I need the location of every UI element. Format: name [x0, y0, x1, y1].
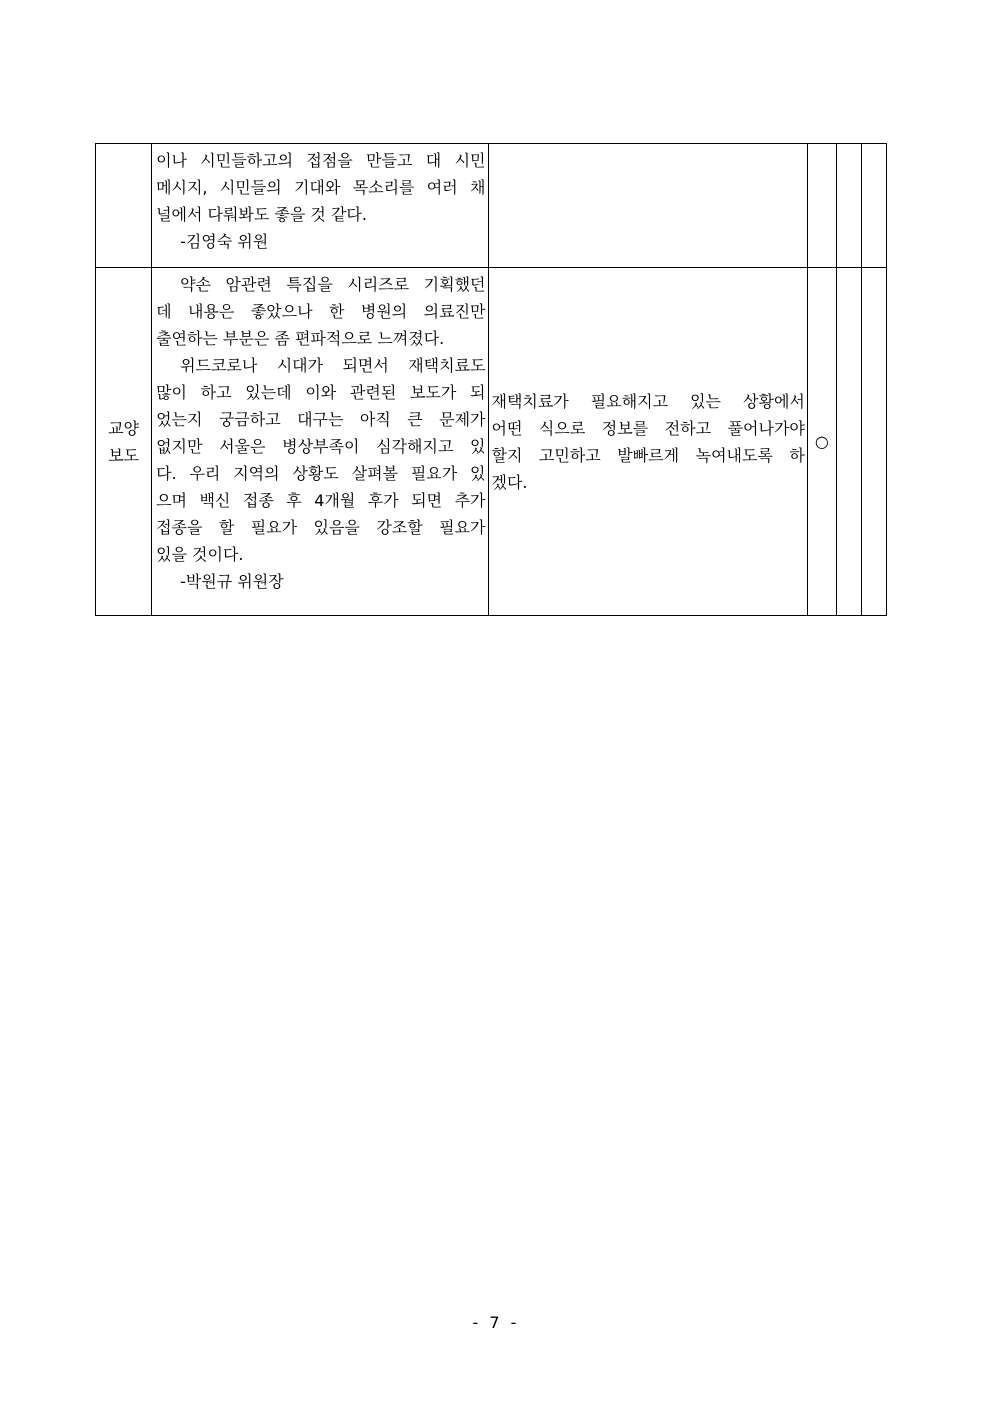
mark-cell-3 — [861, 268, 886, 616]
response-line: 어떤 식으로 정보를 전하고 풀어나가야 — [491, 418, 805, 438]
opinion-line: 었는지 궁금하고 대구는 아직 큰 문제가 — [156, 410, 486, 429]
response-line: 할지 고민하고 발빠르게 녹여내도록 하 — [491, 445, 805, 465]
response-cell — [489, 268, 807, 616]
opinion-line: 으며 백신 접종 후 4개월 후가 되면 추가 — [156, 491, 486, 510]
opinion-line: 데 내용은 좋았으나 한 병원의 의료진만 — [156, 302, 486, 321]
category-label: 보도 — [108, 445, 139, 465]
opinion-line: 위드코로나 시대가 되면서 재택치료도 — [180, 356, 486, 375]
opinion-cell — [152, 268, 489, 616]
opinion-cell — [152, 144, 489, 268]
category-cell — [96, 144, 152, 268]
mark-cell-2 — [836, 144, 861, 268]
opinion-line: 약손 암관련 특집을 시리즈로 기획했던 — [180, 275, 486, 294]
opinion-line: 없지만 서울은 병상부족이 심각해지고 있 — [156, 437, 486, 456]
opinion-signature: -박원규 위원장 — [180, 572, 284, 591]
page-number: - 7 - — [472, 1313, 520, 1332]
mark-cell-1: ○ — [807, 268, 836, 616]
opinion-line: 있을 것이다. — [156, 545, 244, 564]
opinion-line: 접종을 할 필요가 있음을 강조할 필요가 — [156, 518, 486, 537]
response-line: 재택치료가 필요해지고 있는 상황에서 — [491, 391, 805, 411]
table-row — [96, 144, 887, 268]
review-table — [95, 143, 887, 616]
opinion-signature: -김영숙 위원 — [180, 232, 269, 251]
response-line: 겠다. — [491, 472, 528, 492]
mark-cell-2 — [836, 268, 861, 616]
opinion-line: 다. 우리 지역의 상황도 살펴볼 필요가 있 — [156, 464, 486, 483]
response-cell — [489, 144, 807, 268]
opinion-line: 출연하는 부분은 좀 편파적으로 느껴졌다. — [156, 329, 445, 348]
category-cell — [96, 268, 152, 616]
opinion-line: 메시지, 시민들의 기대와 목소리를 여러 채 — [156, 178, 486, 197]
opinion-line: 널에서 다뤄봐도 좋을 것 같다. — [156, 205, 367, 224]
opinion-line: 많이 하고 있는데 이와 관련된 보도가 되 — [156, 383, 486, 402]
table-row — [96, 268, 887, 616]
category-label: 교양 — [108, 418, 139, 438]
mark-cell-1 — [807, 144, 836, 268]
opinion-line: 이나 시민들하고의 접점을 만들고 대 시민 — [156, 151, 486, 170]
mark-cell-3 — [861, 144, 886, 268]
